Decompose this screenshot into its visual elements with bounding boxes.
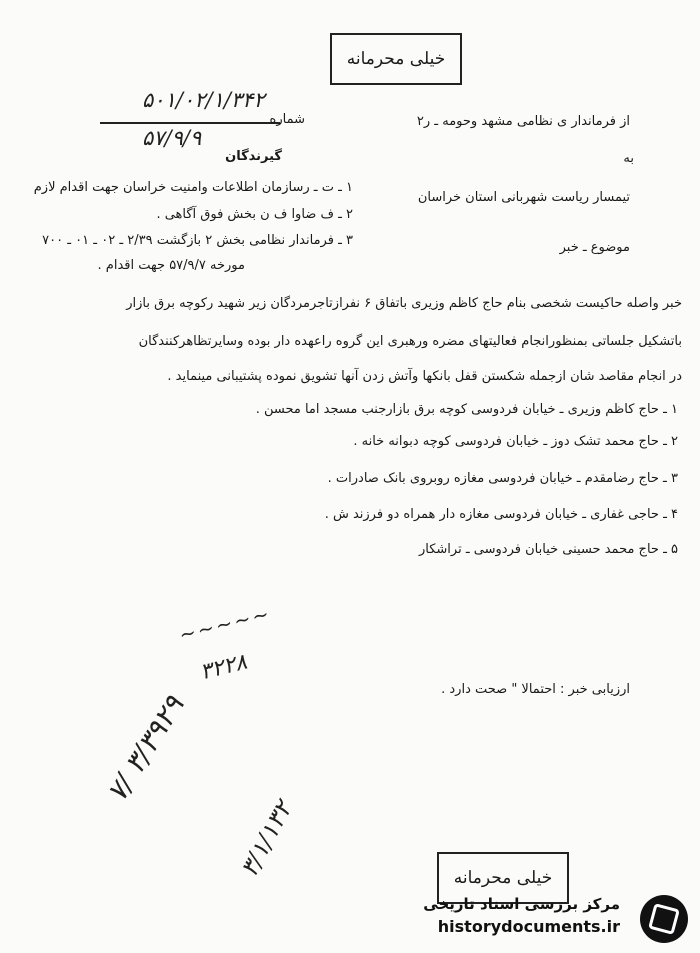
- handwritten-margin-date: ۳/۱/۱۳۲: [235, 796, 298, 882]
- letter-number: ۵۰۱/۰۲/۱/۳۴۲: [142, 88, 265, 112]
- recipient-item: مورخه ۵۷/۹/۷ جهت اقدام .: [97, 258, 245, 273]
- recipient-item: ۱ ـ ت ـ رسازمان اطلاعات وامنیت خراسان جهت اقدام لازم: [33, 180, 353, 195]
- recipient-item: ۳ ـ فرماندار نظامی بخش ۲ بازگشت ۲/۳۹ ـ ۰۲ ـ ۰۱ ـ ۷۰۰: [42, 233, 353, 248]
- list-item: ۳ ـ حاج رضامقدم ـ خیابان فردوسی مغازه روبروی بانک صادرات .: [327, 471, 678, 486]
- letter-date: ۵۷/۹/۹: [142, 126, 202, 150]
- handwritten-margin-number: ۷/ ۳/۳۹۲۹: [100, 689, 191, 808]
- list-item: ۵ ـ حاج محمد حسینی خیابان فردوسی ـ تراشکار: [419, 542, 678, 557]
- to-line: تیمسار ریاست شهربانی استان خراسان: [417, 190, 630, 205]
- archive-watermark: [423, 893, 690, 945]
- list-item: ۴ ـ حاجی غفاری ـ خیابان فردوسی مغازه دار همراه دو فرزند ش .: [324, 507, 678, 522]
- evaluation-line: ارزیابی خبر : احتمالا " صحت دارد .: [441, 682, 630, 697]
- recipient-item: ۲ ـ ف ضاوا ف ن بخش فوق آگاهی .: [156, 207, 353, 222]
- subject-line: موضوع ـ خبر: [559, 240, 630, 255]
- recipients-title: گیرندگان: [225, 149, 282, 164]
- list-item: ۲ ـ حاج محمد تشک دوز ـ خیابان فردوسی کوچه دبوانه خانه .: [353, 434, 678, 449]
- body-line: خبر واصله حاکیست شخصی بنام حاج کاظم وزیری باتفاق ۶ نفرازتاجرمردگان زیر شهید رکوچه برق بازار: [126, 296, 682, 311]
- to-label: به: [623, 151, 634, 166]
- from-line: از فرماندار ی نظامی مشهد وحومه ـ ر۲: [416, 114, 630, 129]
- handwritten-scribble: ~~~~~: [176, 601, 274, 647]
- watermark-url: historydocuments.ir: [437, 917, 620, 936]
- body-line: در انجام مقاصد شان ازجمله شکستن قفل بانکها وآتش زدن آنها تشویق نموده پشتیبانی مینماید .: [167, 369, 682, 384]
- list-item: ۱ ـ حاج کاظم وزیری ـ خیابان فردوسی کوچه برق بازارجنب مسجد اما محسن .: [255, 402, 678, 417]
- archive-logo-icon: [640, 895, 688, 943]
- number-underline: [100, 122, 280, 124]
- classification-stamp-bottom: خیلی محرمانه: [437, 852, 569, 904]
- number-label: شماره: [269, 112, 305, 127]
- classification-stamp-top: خیلی محرمانه: [330, 33, 462, 85]
- body-line: باتشکیل جلساتی بمنظورانجام فعالیتهای مضره ورهبری این گروه راعهده دار بوده وسایرتظاهرکنندگان: [138, 334, 682, 349]
- handwritten-note-number: ۳۲۲۸: [197, 649, 250, 686]
- watermark-persian-text: مرکز بررسی اسناد تاریخی: [423, 895, 620, 913]
